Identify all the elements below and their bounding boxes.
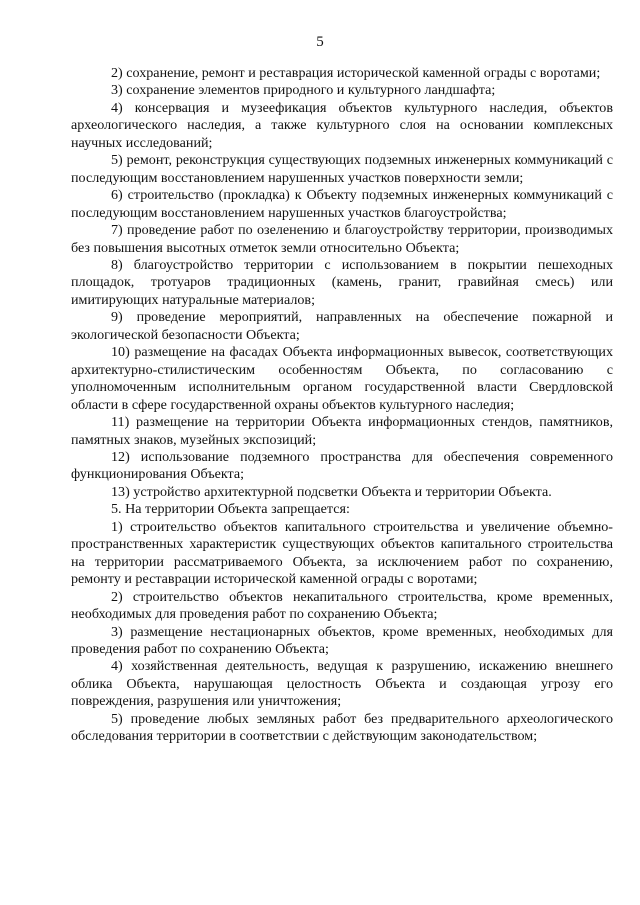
paragraph-item-8-paving: 8) благоустройство территории с использованием в покрытии пешеходных площадок, тротуаров традиционных (камень, гранит, гравийная смесь) или имитирующих натуральные материалов;: [71, 256, 613, 308]
paragraph-item-3-landscape: 3) сохранение элементов природного и культурного ландшафта;: [111, 82, 496, 99]
prohibited-item-5-earthworks: 5) проведение любых земляных работ без предварительного археологического обследования территории в соответствии с действующим законодательством;: [71, 710, 613, 745]
paragraph-item-9-safety: 9) проведение мероприятий, направленных на обеспечение пожарной и экологической безопасности Объекта;: [71, 309, 613, 343]
paragraph-item-4-conservation: 4) консервация и музеефикация объектов культурного наследия, объектов археологического наследия, а также культурного слоя на основании комплексных научных исследований;: [71, 99, 613, 151]
paragraph-item-13-lighting: 13) устройство архитектурной подсветки Объекта и территории Объекта.: [111, 483, 552, 500]
paragraph-item-7-landscaping: 7) проведение работ по озеленению и благоустройству территории, производимых без повышения высотных отметок земли относительно Объекта;: [71, 222, 613, 256]
paragraph-item-6-utilities-construction: 6) строительство (прокладка) к Объекту подземных инженерных коммуникаций с последующим восстановлением нарушенных участков благоустройства;: [71, 187, 613, 221]
section-heading-prohibited: 5. На территории Объекта запрещается:: [111, 501, 350, 518]
paragraph-item-10-signage: 10) размещение на фасадах Объекта информационных вывесок, соответствующих архитектурно-стилистическим особенностям Объекта, по согласованию с уполномоченным исполнительным органом государственной власти Свердловской области в сфере государственной охраны объектов культурного наследия;: [71, 344, 613, 413]
paragraph-item-5-utilities-repair: 5) ремонт, реконструкция существующих подземных инженерных коммуникаций с последующим восстановлением нарушенных участков поверхности земли;: [71, 152, 613, 186]
prohibited-item-4-economic-activity: 4) хозяйственная деятельность, ведущая к разрушению, искажению внешнего облика Объекта, нарушающая целостность Объекта и создающая угрозу его повреждения, разрушения или уничтожения;: [71, 658, 613, 710]
paragraph-item-12-underground: 12) использование подземного пространства для обеспечения современного функционирования Объекта;: [71, 448, 613, 483]
prohibited-item-3-nonstationary: 3) размещение нестационарных объектов, кроме временных, необходимых для проведения работ по сохранению Объекта;: [71, 623, 613, 657]
page-number: 5: [316, 34, 324, 50]
prohibited-item-1-construction: 1) строительство объектов капитального строительства и увеличение объемно-пространственных характеристик существующих объектов капитального строительства на территории рассматриваемого Объекта, за исключением работ по сохранению, ремонту и реставрации исторической каменной ограды с воротами;: [71, 518, 613, 588]
paragraph-item-11-stands: 11) размещение на территории Объекта информационных стендов, памятников, памятных знаков, музейных экспозиций;: [71, 414, 613, 448]
paragraph-item-2-preservation-fence: 2) сохранение, ремонт и реставрация исторической каменной ограды с воротами;: [111, 65, 601, 81]
prohibited-item-2-temporary-construction: 2) строительство объектов некапитального строительства, кроме временных, необходимых для проведения работ по сохранению Объекта;: [71, 588, 613, 623]
document-body: [71, 65, 613, 746]
